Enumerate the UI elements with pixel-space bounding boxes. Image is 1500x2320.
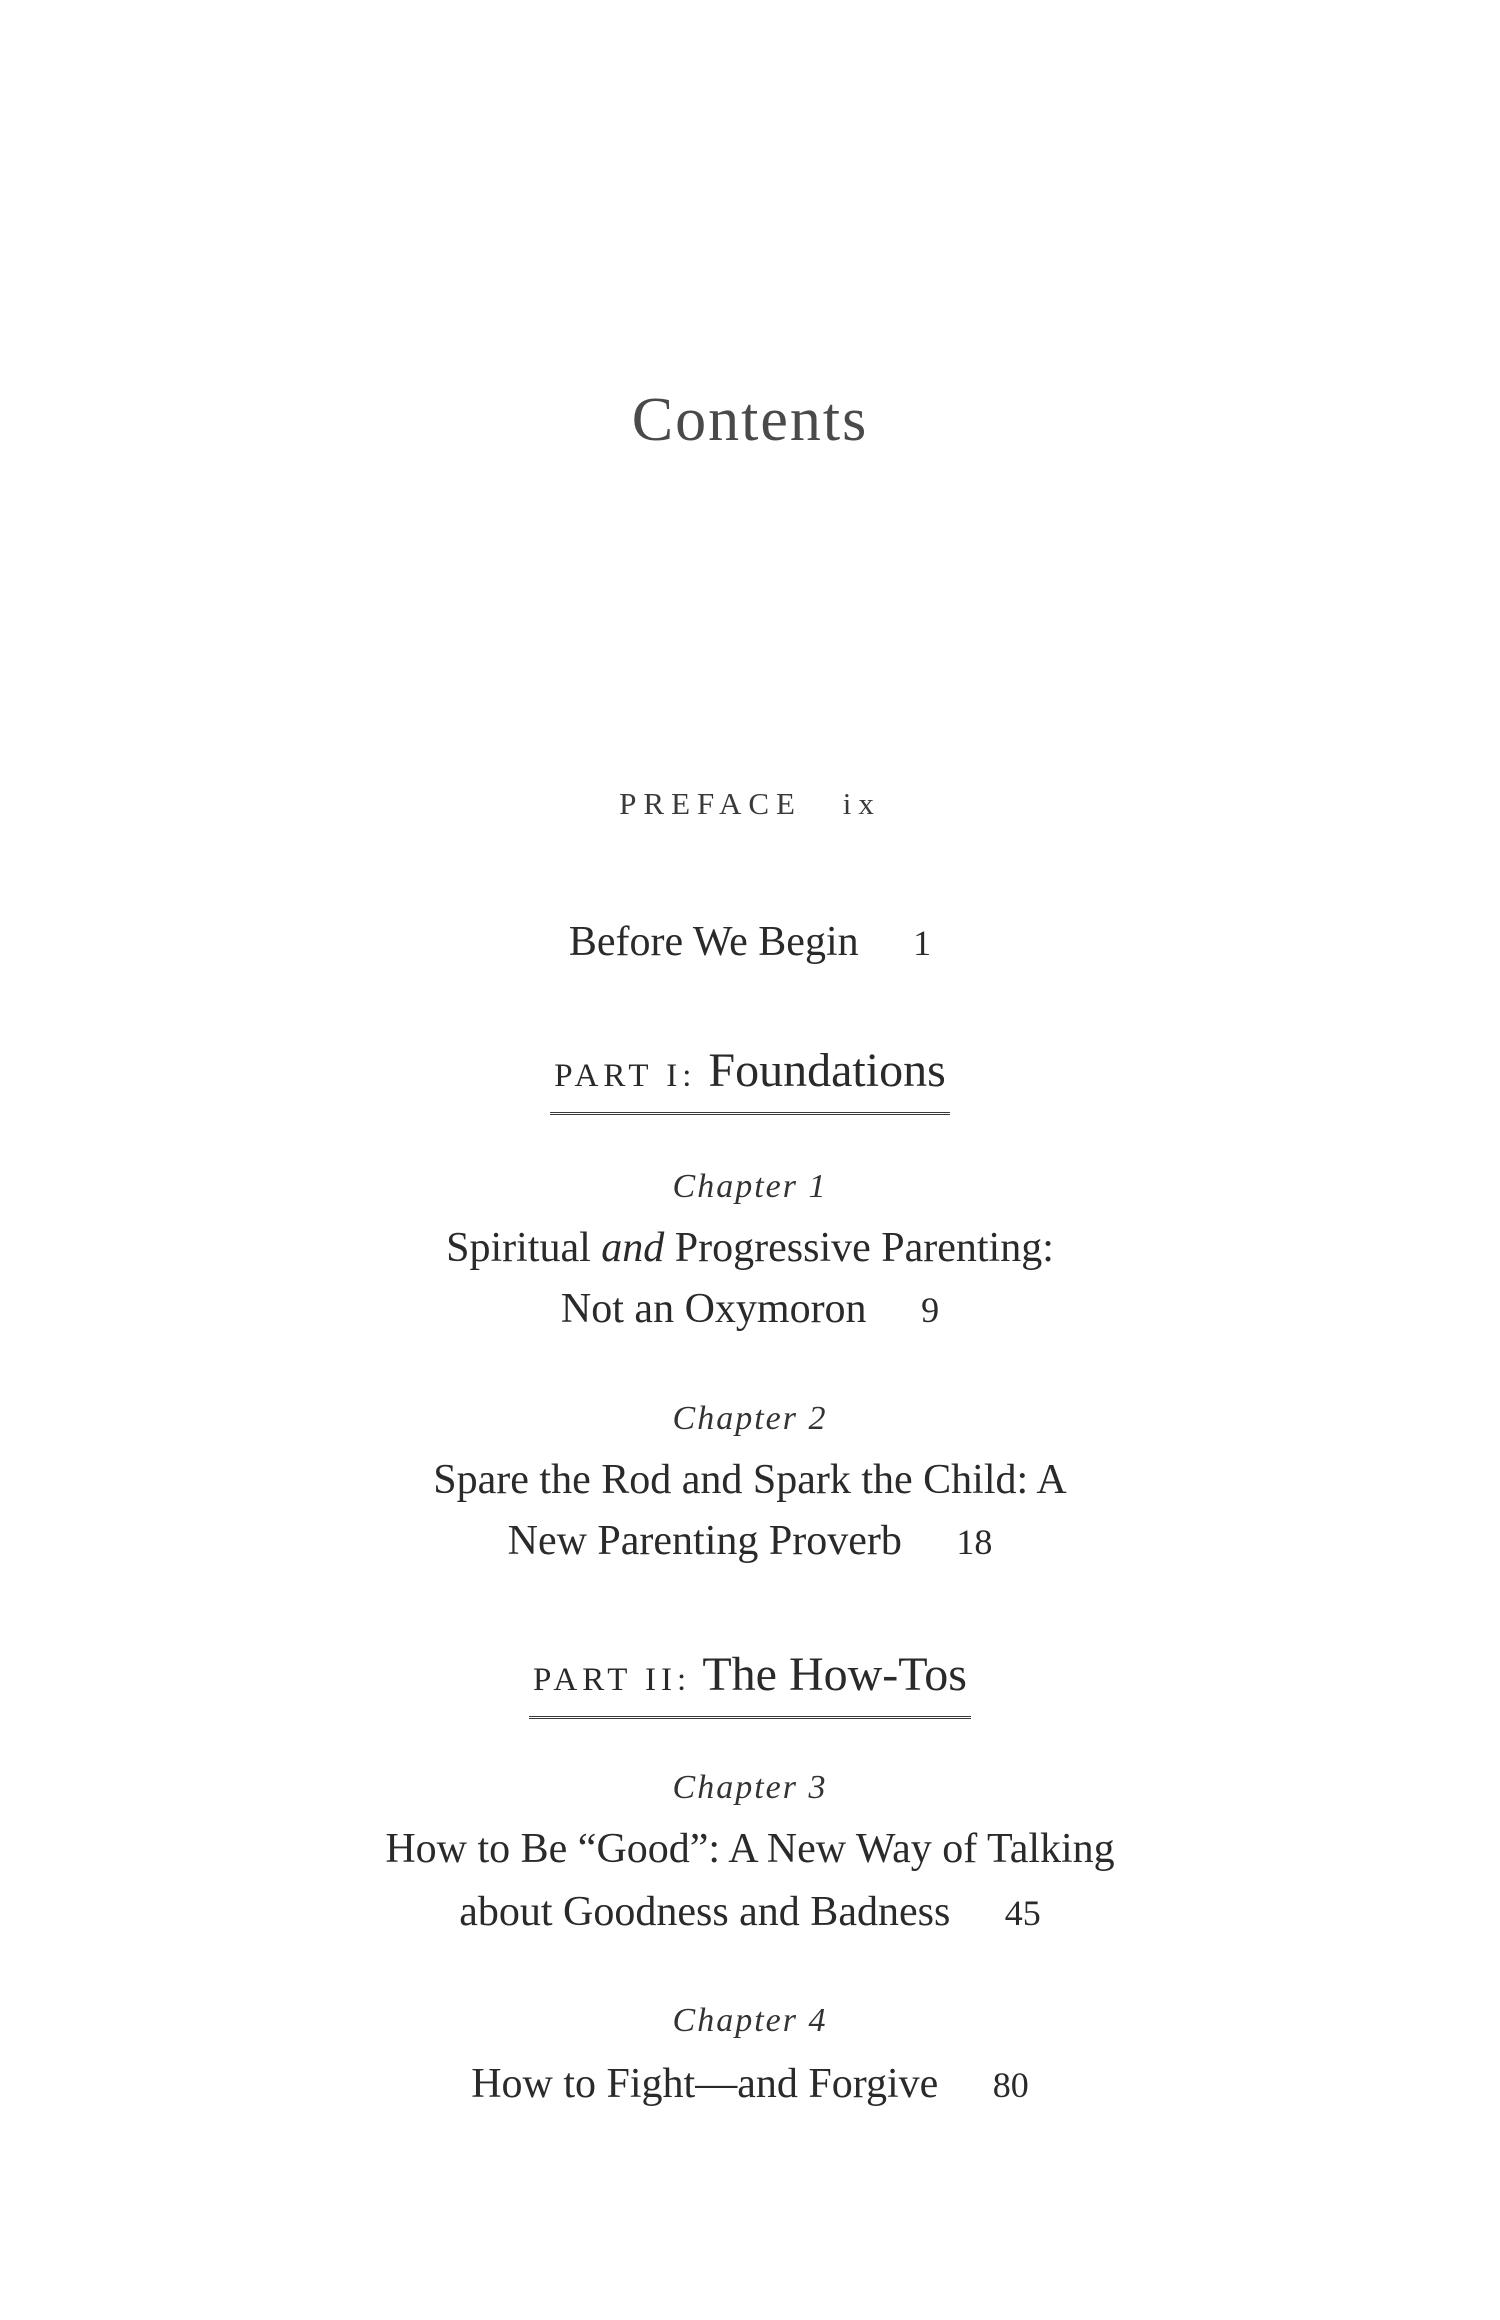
chapter-2-title-line-1[interactable]: Spare the Rod and Spark the Child: A: [433, 1457, 1067, 1503]
chapter-2-text-line2: New Parenting Proverb: [507, 1518, 902, 1564]
part-1-label: PART I:: [554, 1058, 697, 1094]
chapter-3-title-line-1[interactable]: How to Be “Good”: A New Way of Talking: [385, 1826, 1115, 1872]
chapter-3-text-line2: about Goodness and Badness: [459, 1889, 951, 1935]
chapter-1-page: 9: [921, 1290, 940, 1330]
part-1-heading: [0, 1043, 1500, 1115]
part-2-underline: [529, 1647, 971, 1719]
chapter-4-page: 80: [992, 2065, 1029, 2105]
preface-entry[interactable]: [0, 786, 1500, 822]
chapter-1-title-line-1[interactable]: [0, 1224, 1500, 1272]
part-2-title: The How-Tos: [702, 1648, 967, 1701]
preface-label: PREFACE: [619, 786, 802, 821]
before-page: 1: [913, 923, 932, 963]
part-1-title: Foundations: [708, 1044, 946, 1097]
chapter-4-label: Chapter 4: [672, 2002, 828, 2039]
chapter-1-text-line2: Not an Oxymoron: [560, 1286, 867, 1332]
chapter-2-label: Chapter 2: [672, 1400, 828, 1437]
part-2-heading: [0, 1647, 1500, 1719]
chapter-3-title-line-2[interactable]: [0, 1888, 1500, 1936]
part-1-underline: [550, 1043, 950, 1115]
before-we-begin-entry[interactable]: [0, 918, 1500, 966]
chapter-1-label: Chapter 1: [672, 1168, 828, 1205]
chapter-2-title-line-2[interactable]: [0, 1517, 1500, 1565]
chapter-2-page: 18: [956, 1522, 993, 1562]
chapter-3-page: 45: [1004, 1893, 1041, 1933]
part-2-label: PART II:: [533, 1662, 692, 1698]
chapter-3-label: Chapter 3: [672, 1769, 828, 1806]
chapter-4-text-line1: How to Fight—and Forgive: [471, 2061, 939, 2107]
preface-page: ix: [842, 786, 881, 821]
chapter-4-title-line-1[interactable]: [0, 2060, 1500, 2108]
chapter-1-title-line-2[interactable]: [0, 1285, 1500, 1333]
chapter-1-text-b: Progressive Parenting:: [674, 1225, 1054, 1271]
page-title: Contents: [631, 386, 869, 454]
chapter-1-text-a: Spiritual: [446, 1225, 591, 1271]
chapter-1-text-em: and: [601, 1225, 665, 1271]
before-title: Before We Begin: [568, 919, 859, 965]
